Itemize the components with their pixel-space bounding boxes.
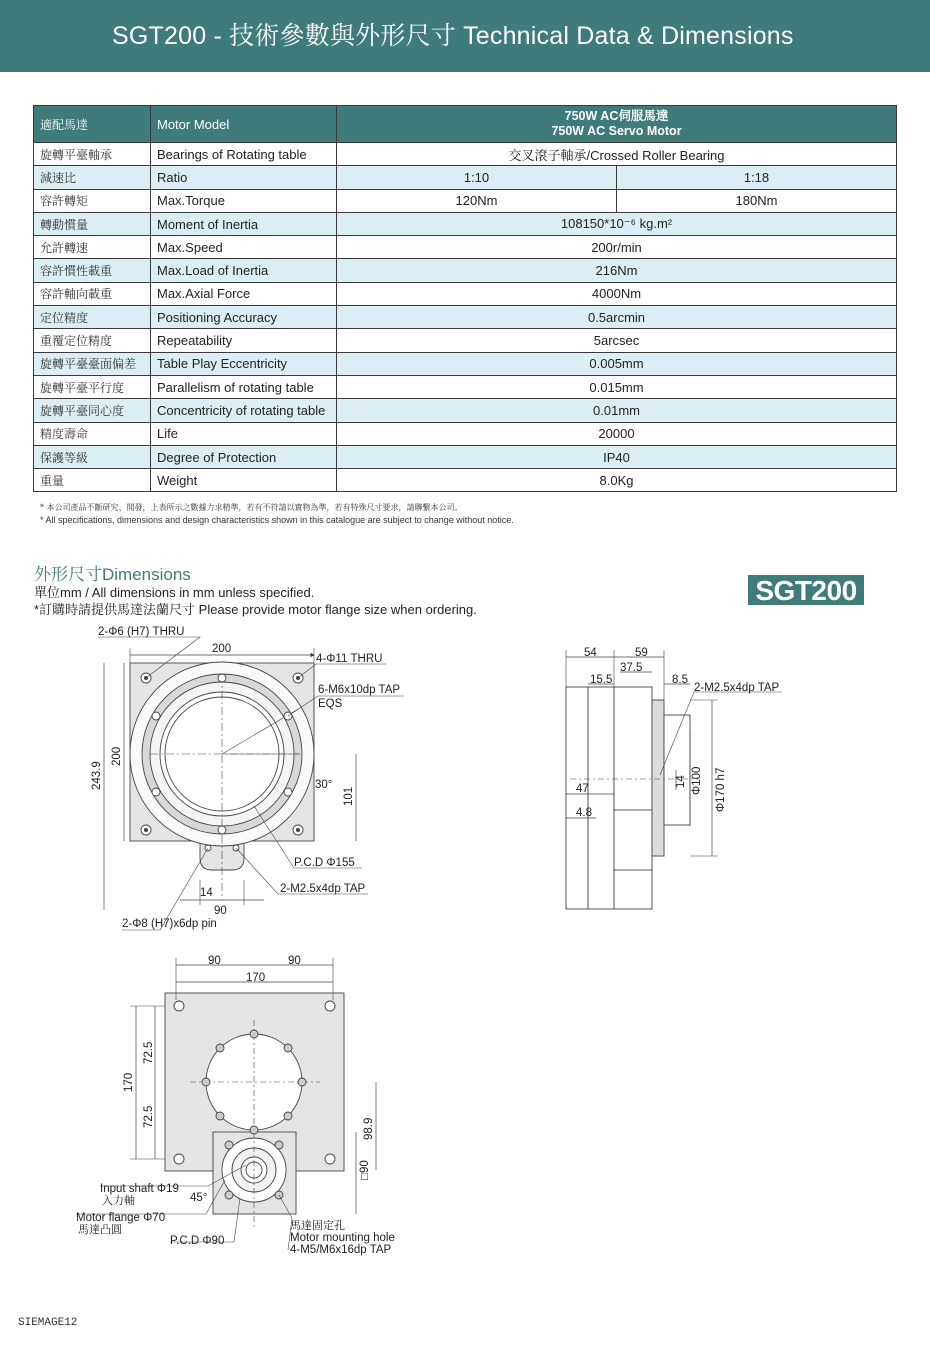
spec-header-en: Motor Model <box>151 106 337 143</box>
spec-label-en: Max.Torque <box>151 189 337 212</box>
page-title: SGT200 - 技術參數與外形尺寸 Technical Data & Dimensions <box>112 22 794 50</box>
spec-label-zh: 容許軸向載重 <box>34 282 151 305</box>
spec-value: 0.005mm <box>337 352 897 375</box>
spec-value-b: 180Nm <box>617 189 897 212</box>
label-bot-98-9: 98.9 <box>363 1117 375 1140</box>
spec-label-zh: 精度壽命 <box>34 422 151 445</box>
spec-value: 216Nm <box>337 259 897 282</box>
label-side-100: Φ100 <box>691 766 703 795</box>
order-note: *訂購時請提供馬達法蘭尺寸 Please provide motor flange size when ordering. <box>34 602 477 617</box>
spec-label-en: Moment of Inertia <box>151 212 337 235</box>
label-side-15-5: 15.5 <box>590 674 613 686</box>
spec-value: 20000 <box>337 422 897 445</box>
spec-label-en: Max.Axial Force <box>151 282 337 305</box>
label-flange-zh: 馬達凸圓 <box>78 1223 122 1236</box>
label-eqs: EQS <box>318 698 343 710</box>
spec-value: 0.01mm <box>337 399 897 422</box>
spec-value: 200r/min <box>337 236 897 259</box>
spec-value: 4000Nm <box>337 282 897 305</box>
label-angle-30: 30° <box>315 779 333 791</box>
label-tap-2m25: 2-M2.5x4dp TAP <box>280 883 366 895</box>
spec-label-zh: 容許慣性載重 <box>34 259 151 282</box>
label-bot-72-5a: 72.5 <box>143 1041 155 1064</box>
spec-label-en: Ratio <box>151 166 337 189</box>
spec-label-zh: 旋轉平臺平行度 <box>34 375 151 398</box>
label-pin: 2-Φ8 (H7)x6dp pin <box>122 918 217 930</box>
label-tap-6: 6-M6x10dp TAP <box>318 684 401 696</box>
spec-label-en: Bearings of Rotating table <box>151 143 337 166</box>
spec-label-en: Max.Load of Inertia <box>151 259 337 282</box>
spec-value-b: 1:18 <box>617 166 897 189</box>
spec-label-en: Parallelism of rotating table <box>151 375 337 398</box>
label-side-tap: 2-M2.5x4dp TAP <box>694 682 780 694</box>
label-101: 101 <box>343 786 355 806</box>
spec-label-en: Max.Speed <box>151 236 337 259</box>
motor-zh: 750W AC伺服馬達 <box>564 109 669 123</box>
spec-label-zh: 容許轉矩 <box>34 189 151 212</box>
label-input-en: Input shaft Φ19 <box>100 1183 179 1195</box>
spec-label-zh: 旋轉平臺臺面偏差 <box>34 352 151 375</box>
spec-label-zh: 旋轉平臺軸承 <box>34 143 151 166</box>
label-90: 90 <box>214 905 227 917</box>
label-pcd-90: P.C.D Φ90 <box>170 1235 225 1247</box>
label-side-14: 14 <box>675 775 687 788</box>
label-pcd-155: P.C.D Φ155 <box>294 857 355 869</box>
spec-label-zh: 重量 <box>34 469 151 492</box>
note-zh: * 本公司產品不斷研究、開發，上表所示之數據力求精準，若有不符請以實物為準，若有特殊尺寸要求，請聯繫本公司。 <box>40 503 463 512</box>
label-input-zh: 入力軸 <box>102 1194 135 1207</box>
label-mount-zh: 馬達固定孔 <box>290 1219 345 1232</box>
label-side-59: 59 <box>635 647 648 659</box>
model-badge: SGT200 <box>748 575 864 605</box>
spec-value: 8.0Kg <box>337 469 897 492</box>
dimensions-title-en: Dimensions <box>102 565 191 584</box>
spec-header-zh: 適配馬達 <box>34 106 151 143</box>
label-bot-sq90: □90 <box>359 1160 371 1180</box>
label-side-8-5: 8.5 <box>672 674 688 686</box>
label-flange-en: Motor flange Φ70 <box>76 1212 166 1224</box>
spec-value: IP40 <box>337 445 897 468</box>
label-243-9: 243.9 <box>91 761 103 790</box>
spec-label-en: Life <box>151 422 337 445</box>
label-200-v: 200 <box>111 746 123 766</box>
spec-label-en: Table Play Eccentricity <box>151 352 337 375</box>
label-holes-4: 4-Φ11 THRU <box>316 653 383 665</box>
spec-value-a: 1:10 <box>337 166 617 189</box>
spec-label-zh: 允許轉速 <box>34 236 151 259</box>
note-en: * All specifications, dimensions and design characteristics shown in this catalogue are subject to change without notice. <box>40 515 514 525</box>
spec-value: 108150*10⁻⁶ kg.m² <box>337 212 897 235</box>
label-width-200: 200 <box>212 643 232 655</box>
label-mount-tap: 4-M5/M6x16dp TAP <box>290 1244 392 1256</box>
spec-label-zh: 減速比 <box>34 166 151 189</box>
label-side-37-5: 37.5 <box>620 662 643 674</box>
spec-label-zh: 旋轉平臺同心度 <box>34 399 151 422</box>
spec-label-zh: 重覆定位精度 <box>34 329 151 352</box>
unit-note: 單位mm / All dimensions in mm unless specified. <box>34 585 315 600</box>
label-bot-170v: 170 <box>123 1072 135 1092</box>
spec-value: 5arcsec <box>337 329 897 352</box>
spec-value: 0.5arcmin <box>337 306 897 329</box>
label-hole-top: 2-Φ6 (H7) THRU <box>98 626 185 638</box>
dimensions-title-zh: 外形尺寸 <box>34 565 102 585</box>
label-bot-72-5b: 72.5 <box>143 1105 155 1128</box>
spec-label-en: Positioning Accuracy <box>151 306 337 329</box>
page-footer: SIEMAGE12 <box>18 1317 78 1329</box>
label-14: 14 <box>200 887 213 899</box>
label-mount-en: Motor mounting hole <box>290 1232 395 1244</box>
spec-label-zh: 轉動慣量 <box>34 212 151 235</box>
label-side-4-8: 4.8 <box>576 807 592 819</box>
label-side-170: Φ170 h7 <box>715 767 727 812</box>
spec-label-zh: 定位精度 <box>34 306 151 329</box>
label-bot-90b: 90 <box>288 955 301 967</box>
label-bot-90a: 90 <box>208 955 221 967</box>
spec-label-zh: 保護等級 <box>34 445 151 468</box>
spec-label-en: Degree of Protection <box>151 445 337 468</box>
spec-label-en: Weight <box>151 469 337 492</box>
spec-label-en: Concentricity of rotating table <box>151 399 337 422</box>
spec-label-en: Repeatability <box>151 329 337 352</box>
spec-value: 交叉滾子軸承/Crossed Roller Bearing <box>337 143 897 166</box>
label-side-54: 54 <box>584 647 597 659</box>
label-side-47: 47 <box>576 783 589 795</box>
motor-en: 750W AC Servo Motor <box>551 124 682 138</box>
spec-value: 0.015mm <box>337 375 897 398</box>
label-bot-170h: 170 <box>246 972 266 984</box>
spec-value-a: 120Nm <box>337 189 617 212</box>
label-angle-45: 45° <box>190 1192 208 1204</box>
